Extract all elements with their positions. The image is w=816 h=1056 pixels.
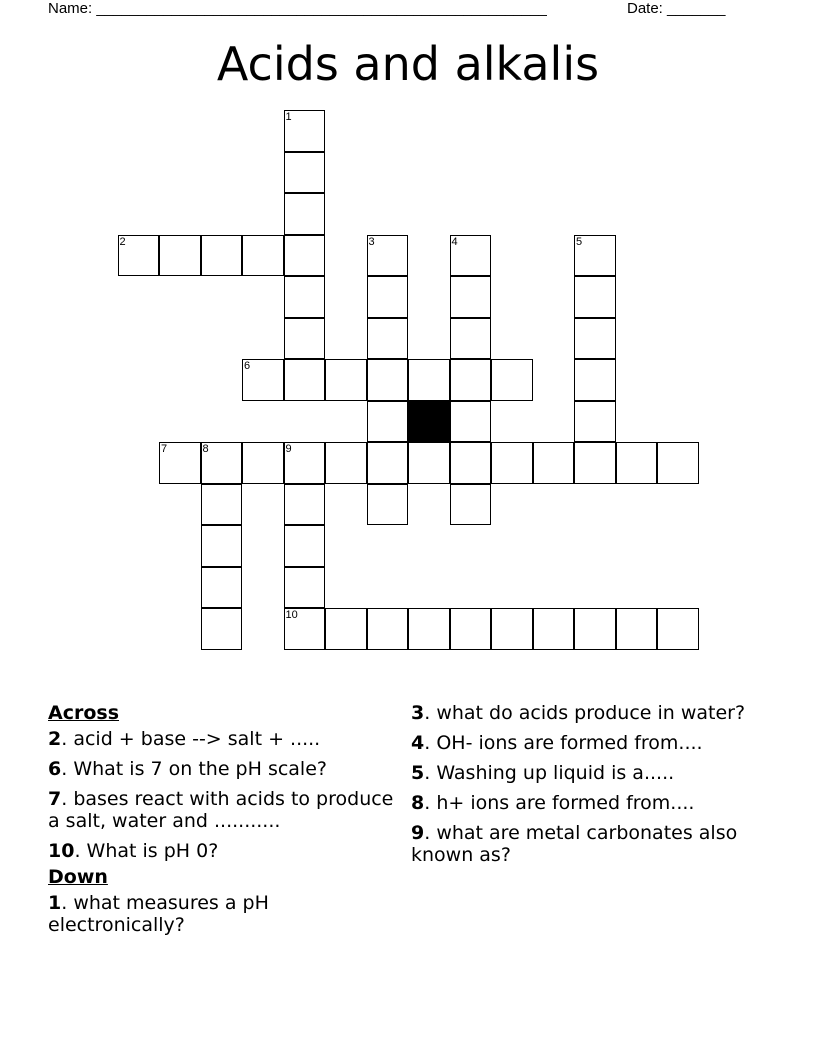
grid-cell[interactable] xyxy=(284,484,326,526)
cell-number: 5 xyxy=(576,235,583,248)
puzzle-title: Acids and alkalis xyxy=(216,37,600,91)
clue-down-9: 9. what are metal carbonates also known as? xyxy=(411,822,738,866)
clue-number: 4 xyxy=(411,732,425,754)
grid-cell[interactable] xyxy=(325,608,367,650)
grid-cell[interactable] xyxy=(450,484,492,526)
cell-number: 2 xyxy=(119,235,126,248)
cell-number: 3 xyxy=(368,235,375,248)
clue-text: h+ ions are formed from.... xyxy=(436,792,695,814)
clue-across-7: 7. bases react with acids to produce a salt, water and ........... xyxy=(48,788,394,832)
grid-cell[interactable] xyxy=(201,442,243,484)
grid-cell[interactable] xyxy=(450,608,492,650)
name-field-label[interactable]: Name: ______________________________________________________ xyxy=(48,0,547,17)
grid-cell[interactable] xyxy=(201,235,243,277)
clue-number: 10 xyxy=(48,840,75,862)
cell-number: 7 xyxy=(161,443,168,455)
clue-across-6: 6. What is 7 on the pH scale? xyxy=(48,758,327,780)
grid-cell[interactable] xyxy=(657,608,699,650)
grid-cell[interactable] xyxy=(574,235,616,277)
cell-number: 10 xyxy=(285,609,298,621)
grid-cell[interactable] xyxy=(284,318,326,360)
grid-cell[interactable] xyxy=(491,442,533,484)
grid-cell[interactable] xyxy=(574,318,616,360)
grid-cell[interactable] xyxy=(284,359,326,401)
grid-cell[interactable] xyxy=(284,152,326,194)
grid-cell[interactable] xyxy=(450,401,492,443)
grid-cell[interactable] xyxy=(450,359,492,401)
grid-cell[interactable] xyxy=(450,442,492,484)
grid-cell[interactable] xyxy=(408,359,450,401)
grid-cell[interactable] xyxy=(450,235,492,277)
grid-cell[interactable] xyxy=(491,608,533,650)
clue-text: Washing up liquid is a..... xyxy=(436,762,675,784)
grid-cell[interactable] xyxy=(574,608,616,650)
grid-cell[interactable] xyxy=(616,442,658,484)
clue-down-3: 3. what do acids produce in water? xyxy=(411,702,746,724)
clue-text: what are metal carbonates also known as? xyxy=(411,822,738,866)
grid-cell[interactable] xyxy=(533,442,575,484)
grid-cell[interactable] xyxy=(574,276,616,318)
grid-cell[interactable] xyxy=(574,401,616,443)
grid-cell[interactable] xyxy=(284,276,326,318)
grid-cell[interactable] xyxy=(367,484,409,526)
clue-text: acid + base --> salt + ..... xyxy=(73,728,321,750)
grid-cell[interactable] xyxy=(242,442,284,484)
clue-number: 2 xyxy=(48,728,62,750)
grid-cell[interactable] xyxy=(533,608,575,650)
grid-cell[interactable] xyxy=(284,235,326,277)
grid-cell[interactable] xyxy=(201,484,243,526)
grid-cell[interactable] xyxy=(367,442,409,484)
clue-down-8: 8. h+ ions are formed from.... xyxy=(411,792,695,814)
grid-cell[interactable] xyxy=(159,442,201,484)
grid-cell[interactable] xyxy=(491,359,533,401)
down-heading: Down xyxy=(48,866,108,888)
clue-number: 7 xyxy=(48,788,62,810)
blocked-cell xyxy=(408,401,450,443)
clue-across-10: 10. What is pH 0? xyxy=(48,840,219,862)
clue-text: OH- ions are formed from.... xyxy=(436,732,703,754)
grid-cell[interactable] xyxy=(408,442,450,484)
clues-left-column xyxy=(48,702,400,944)
clue-down-5: 5. Washing up liquid is a..... xyxy=(411,762,675,784)
cell-number: 4 xyxy=(451,235,458,248)
grid-cell[interactable] xyxy=(118,235,160,277)
clue-text: what do acids produce in water? xyxy=(436,702,746,724)
grid-cell[interactable] xyxy=(616,608,658,650)
clue-text: What is 7 on the pH scale? xyxy=(73,758,327,780)
date-field-label[interactable]: Date: _______ xyxy=(627,0,726,17)
grid-cell[interactable] xyxy=(201,608,243,650)
grid-cell[interactable] xyxy=(284,567,326,609)
grid-cell[interactable] xyxy=(450,318,492,360)
across-heading: Across xyxy=(48,702,120,724)
clue-down-4: 4. OH- ions are formed from.... xyxy=(411,732,703,754)
grid-cell[interactable] xyxy=(450,276,492,318)
grid-cell[interactable] xyxy=(284,442,326,484)
clue-number: 9 xyxy=(411,822,425,844)
grid-cell[interactable] xyxy=(574,359,616,401)
clue-number: 5 xyxy=(411,762,425,784)
grid-cell[interactable] xyxy=(284,525,326,567)
grid-cell[interactable] xyxy=(242,359,284,401)
clues-right-column xyxy=(411,702,751,874)
cell-number: 1 xyxy=(285,111,292,123)
cell-number: 6 xyxy=(244,360,251,372)
grid-cell[interactable] xyxy=(367,276,409,318)
clue-text: what measures a pH electronically? xyxy=(48,892,269,936)
clue-text: bases react with acids to produce a salt, water and ........... xyxy=(48,788,394,832)
grid-cell[interactable] xyxy=(201,567,243,609)
grid-cell[interactable] xyxy=(284,110,326,152)
grid-cell[interactable] xyxy=(367,318,409,360)
grid-cell[interactable] xyxy=(159,235,201,277)
cell-number: 9 xyxy=(285,443,292,455)
clue-down-1: 1. what measures a pH electronically? xyxy=(48,892,269,936)
grid-cell[interactable] xyxy=(657,442,699,484)
grid-cell[interactable] xyxy=(201,525,243,567)
grid-cell[interactable] xyxy=(367,235,409,277)
grid-cell[interactable] xyxy=(574,442,616,484)
grid-cell[interactable] xyxy=(367,401,409,443)
clue-number: 3 xyxy=(411,702,425,724)
grid-cell[interactable] xyxy=(325,359,367,401)
grid-cell[interactable] xyxy=(408,608,450,650)
clue-text: What is pH 0? xyxy=(86,840,219,862)
grid-cell[interactable] xyxy=(284,608,326,650)
clue-number: 8 xyxy=(411,792,425,814)
clue-across-2: 2. acid + base --> salt + ..... xyxy=(48,728,321,750)
clue-number: 6 xyxy=(48,758,62,780)
clue-number: 1 xyxy=(48,892,62,914)
cell-number: 8 xyxy=(202,443,209,455)
grid-cell[interactable] xyxy=(242,235,284,277)
grid-cell[interactable] xyxy=(367,359,409,401)
grid-cell[interactable] xyxy=(367,608,409,650)
grid-cell[interactable] xyxy=(325,442,367,484)
grid-cell[interactable] xyxy=(284,193,326,235)
